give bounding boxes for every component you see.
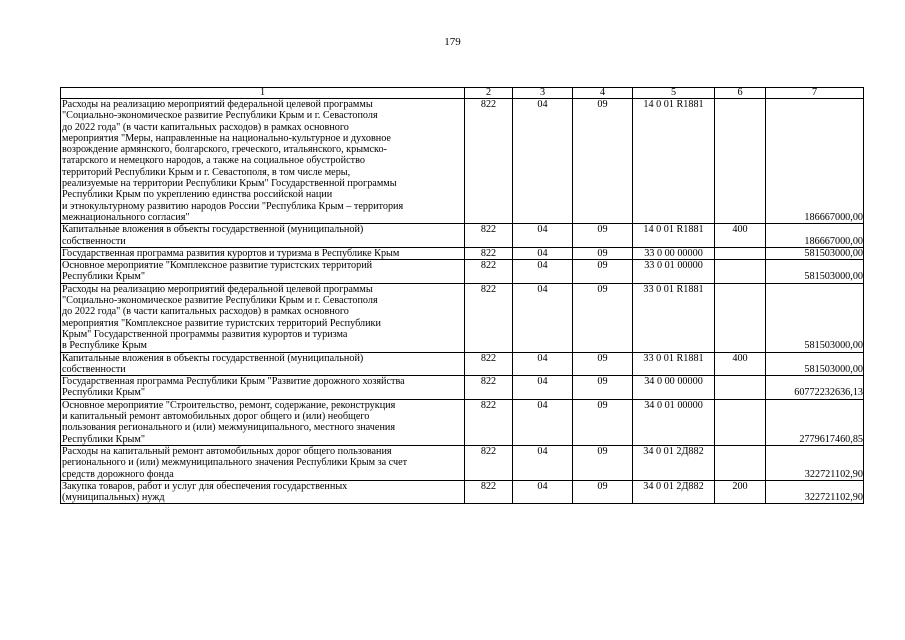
code-gr-cell: 822 xyxy=(465,260,513,284)
code-rz-cell: 04 xyxy=(513,352,573,376)
table-row xyxy=(61,283,864,352)
table-row xyxy=(61,224,864,248)
code-vr-cell: 400 xyxy=(715,352,766,376)
amount-cell: 186667000,00 xyxy=(766,99,864,224)
page-number: 179 xyxy=(444,36,461,48)
code-csr-cell: 33 0 01 00000 xyxy=(633,260,715,284)
amount-cell: 581503000,00 xyxy=(766,283,864,352)
amount-cell: 581503000,00 xyxy=(766,247,864,259)
amount-cell: 581503000,00 xyxy=(766,260,864,284)
code-gr-cell: 822 xyxy=(465,247,513,259)
code-pr-cell: 09 xyxy=(573,224,633,248)
row-name-cell: Государственная программа развития курортов и туризма в Республике Крым xyxy=(61,247,465,259)
code-vr-cell xyxy=(715,99,766,224)
code-csr-cell: 33 0 01 R1881 xyxy=(633,352,715,376)
amount-cell: 60772232636,13 xyxy=(766,376,864,400)
header-cell: 4 xyxy=(573,88,633,99)
row-name-cell: Расходы на капитальный ремонт автомобильных дорог общего пользования регионального и (или) межмуниципального значения Республики Крым за счет средств дорожного фонда xyxy=(61,445,465,480)
amount-cell: 2779617460,85 xyxy=(766,399,864,445)
code-pr-cell: 09 xyxy=(573,399,633,445)
code-pr-cell: 09 xyxy=(573,352,633,376)
amount-cell: 322721102,90 xyxy=(766,480,864,504)
row-name-cell: Закупка товаров, работ и услуг для обеспечения государственных (муниципальных) нужд xyxy=(61,480,465,504)
code-rz-cell: 04 xyxy=(513,247,573,259)
row-name-cell: Расходы на реализацию мероприятий федеральной целевой программы "Социально-экономическое развитие Республики Крым и г. Севастополя до 2022 года" (в части капитальных расходов) в рамках основного мероприятия "Комплексное развитие туристских территорий Республики Крым" Государственной программы развития курортов и туризма в Республике Крым xyxy=(61,283,465,352)
amount-cell: 186667000,00 xyxy=(766,224,864,248)
code-rz-cell: 04 xyxy=(513,445,573,480)
code-csr-cell: 34 0 01 00000 xyxy=(633,399,715,445)
amount-cell: 581503000,00 xyxy=(766,352,864,376)
code-rz-cell: 04 xyxy=(513,99,573,224)
code-csr-cell: 14 0 01 R1881 xyxy=(633,99,715,224)
row-name-cell: Государственная программа Республики Крым "Развитие дорожного хозяйства Республики Крым" xyxy=(61,376,465,400)
row-name-cell: Капитальные вложения в объекты государственной (муниципальной) собственности xyxy=(61,224,465,248)
code-pr-cell: 09 xyxy=(573,99,633,224)
header-row xyxy=(61,88,864,99)
row-name-cell: Капитальные вложения в объекты государственной (муниципальной) собственности xyxy=(61,352,465,376)
header-cell: 3 xyxy=(513,88,573,99)
code-gr-cell: 822 xyxy=(465,399,513,445)
row-name-cell: Расходы на реализацию мероприятий федеральной целевой программы "Социально-экономическое развитие Республики Крым и г. Севастополя до 2022 года" (в части капитальных расходов) в рамках основного мероприятия "Меры, направленные на национально-культурное и духовное возрождение армянского, болгарского, греческого, итальянского, крымско- татарского и немецкого народов, а также на социальное обустройство территорий Республики Крым и г. Севастополя, в том числе меры, реализуемые на территории Республики Крым" Государственной программы Республики Крым по укреплению единства российской нации и этнокультурному развитию народов России "Республика Крым – территория межнационального согласия" xyxy=(61,99,465,224)
amount-cell: 322721102,90 xyxy=(766,445,864,480)
code-pr-cell: 09 xyxy=(573,260,633,284)
code-vr-cell xyxy=(715,260,766,284)
code-csr-cell: 34 0 01 2Д882 xyxy=(633,480,715,504)
code-gr-cell: 822 xyxy=(465,224,513,248)
code-csr-cell: 33 0 01 R1881 xyxy=(633,283,715,352)
budget-table xyxy=(60,87,864,504)
code-csr-cell: 14 0 01 R1881 xyxy=(633,224,715,248)
code-pr-cell: 09 xyxy=(573,445,633,480)
code-gr-cell: 822 xyxy=(465,283,513,352)
code-vr-cell xyxy=(715,247,766,259)
code-vr-cell xyxy=(715,376,766,400)
code-gr-cell: 822 xyxy=(465,376,513,400)
header-cell: 5 xyxy=(633,88,715,99)
code-gr-cell: 822 xyxy=(465,480,513,504)
row-name-cell: Основное мероприятие "Строительство, ремонт, содержание, реконструкция и капитальный ремонт автомобильных дорог общего и (или) необщего пользования регионального и (или) межмуниципального, местного значения Республики Крым" xyxy=(61,399,465,445)
code-pr-cell: 09 xyxy=(573,480,633,504)
table-row xyxy=(61,99,864,224)
table-row xyxy=(61,247,864,259)
table-row xyxy=(61,376,864,400)
row-name-cell: Основное мероприятие "Комплексное развитие туристских территорий Республики Крым" xyxy=(61,260,465,284)
header-cell: 7 xyxy=(766,88,864,99)
code-gr-cell: 822 xyxy=(465,352,513,376)
code-gr-cell: 822 xyxy=(465,445,513,480)
code-vr-cell xyxy=(715,399,766,445)
code-gr-cell: 822 xyxy=(465,99,513,224)
code-rz-cell: 04 xyxy=(513,399,573,445)
code-rz-cell: 04 xyxy=(513,283,573,352)
code-rz-cell: 04 xyxy=(513,480,573,504)
code-pr-cell: 09 xyxy=(573,283,633,352)
header-cell: 1 xyxy=(61,88,465,99)
table-row xyxy=(61,399,864,445)
table-body xyxy=(61,88,864,504)
header-cell: 2 xyxy=(465,88,513,99)
table-row xyxy=(61,352,864,376)
header-cell: 6 xyxy=(715,88,766,99)
code-csr-cell: 34 0 00 00000 xyxy=(633,376,715,400)
code-csr-cell: 33 0 00 00000 xyxy=(633,247,715,259)
code-pr-cell: 09 xyxy=(573,247,633,259)
table-row xyxy=(61,480,864,504)
code-csr-cell: 34 0 01 2Д882 xyxy=(633,445,715,480)
code-rz-cell: 04 xyxy=(513,224,573,248)
code-vr-cell: 400 xyxy=(715,224,766,248)
table-row xyxy=(61,260,864,284)
code-vr-cell: 200 xyxy=(715,480,766,504)
code-rz-cell: 04 xyxy=(513,260,573,284)
table-row xyxy=(61,445,864,480)
code-vr-cell xyxy=(715,445,766,480)
code-pr-cell: 09 xyxy=(573,376,633,400)
code-vr-cell xyxy=(715,283,766,352)
code-rz-cell: 04 xyxy=(513,376,573,400)
